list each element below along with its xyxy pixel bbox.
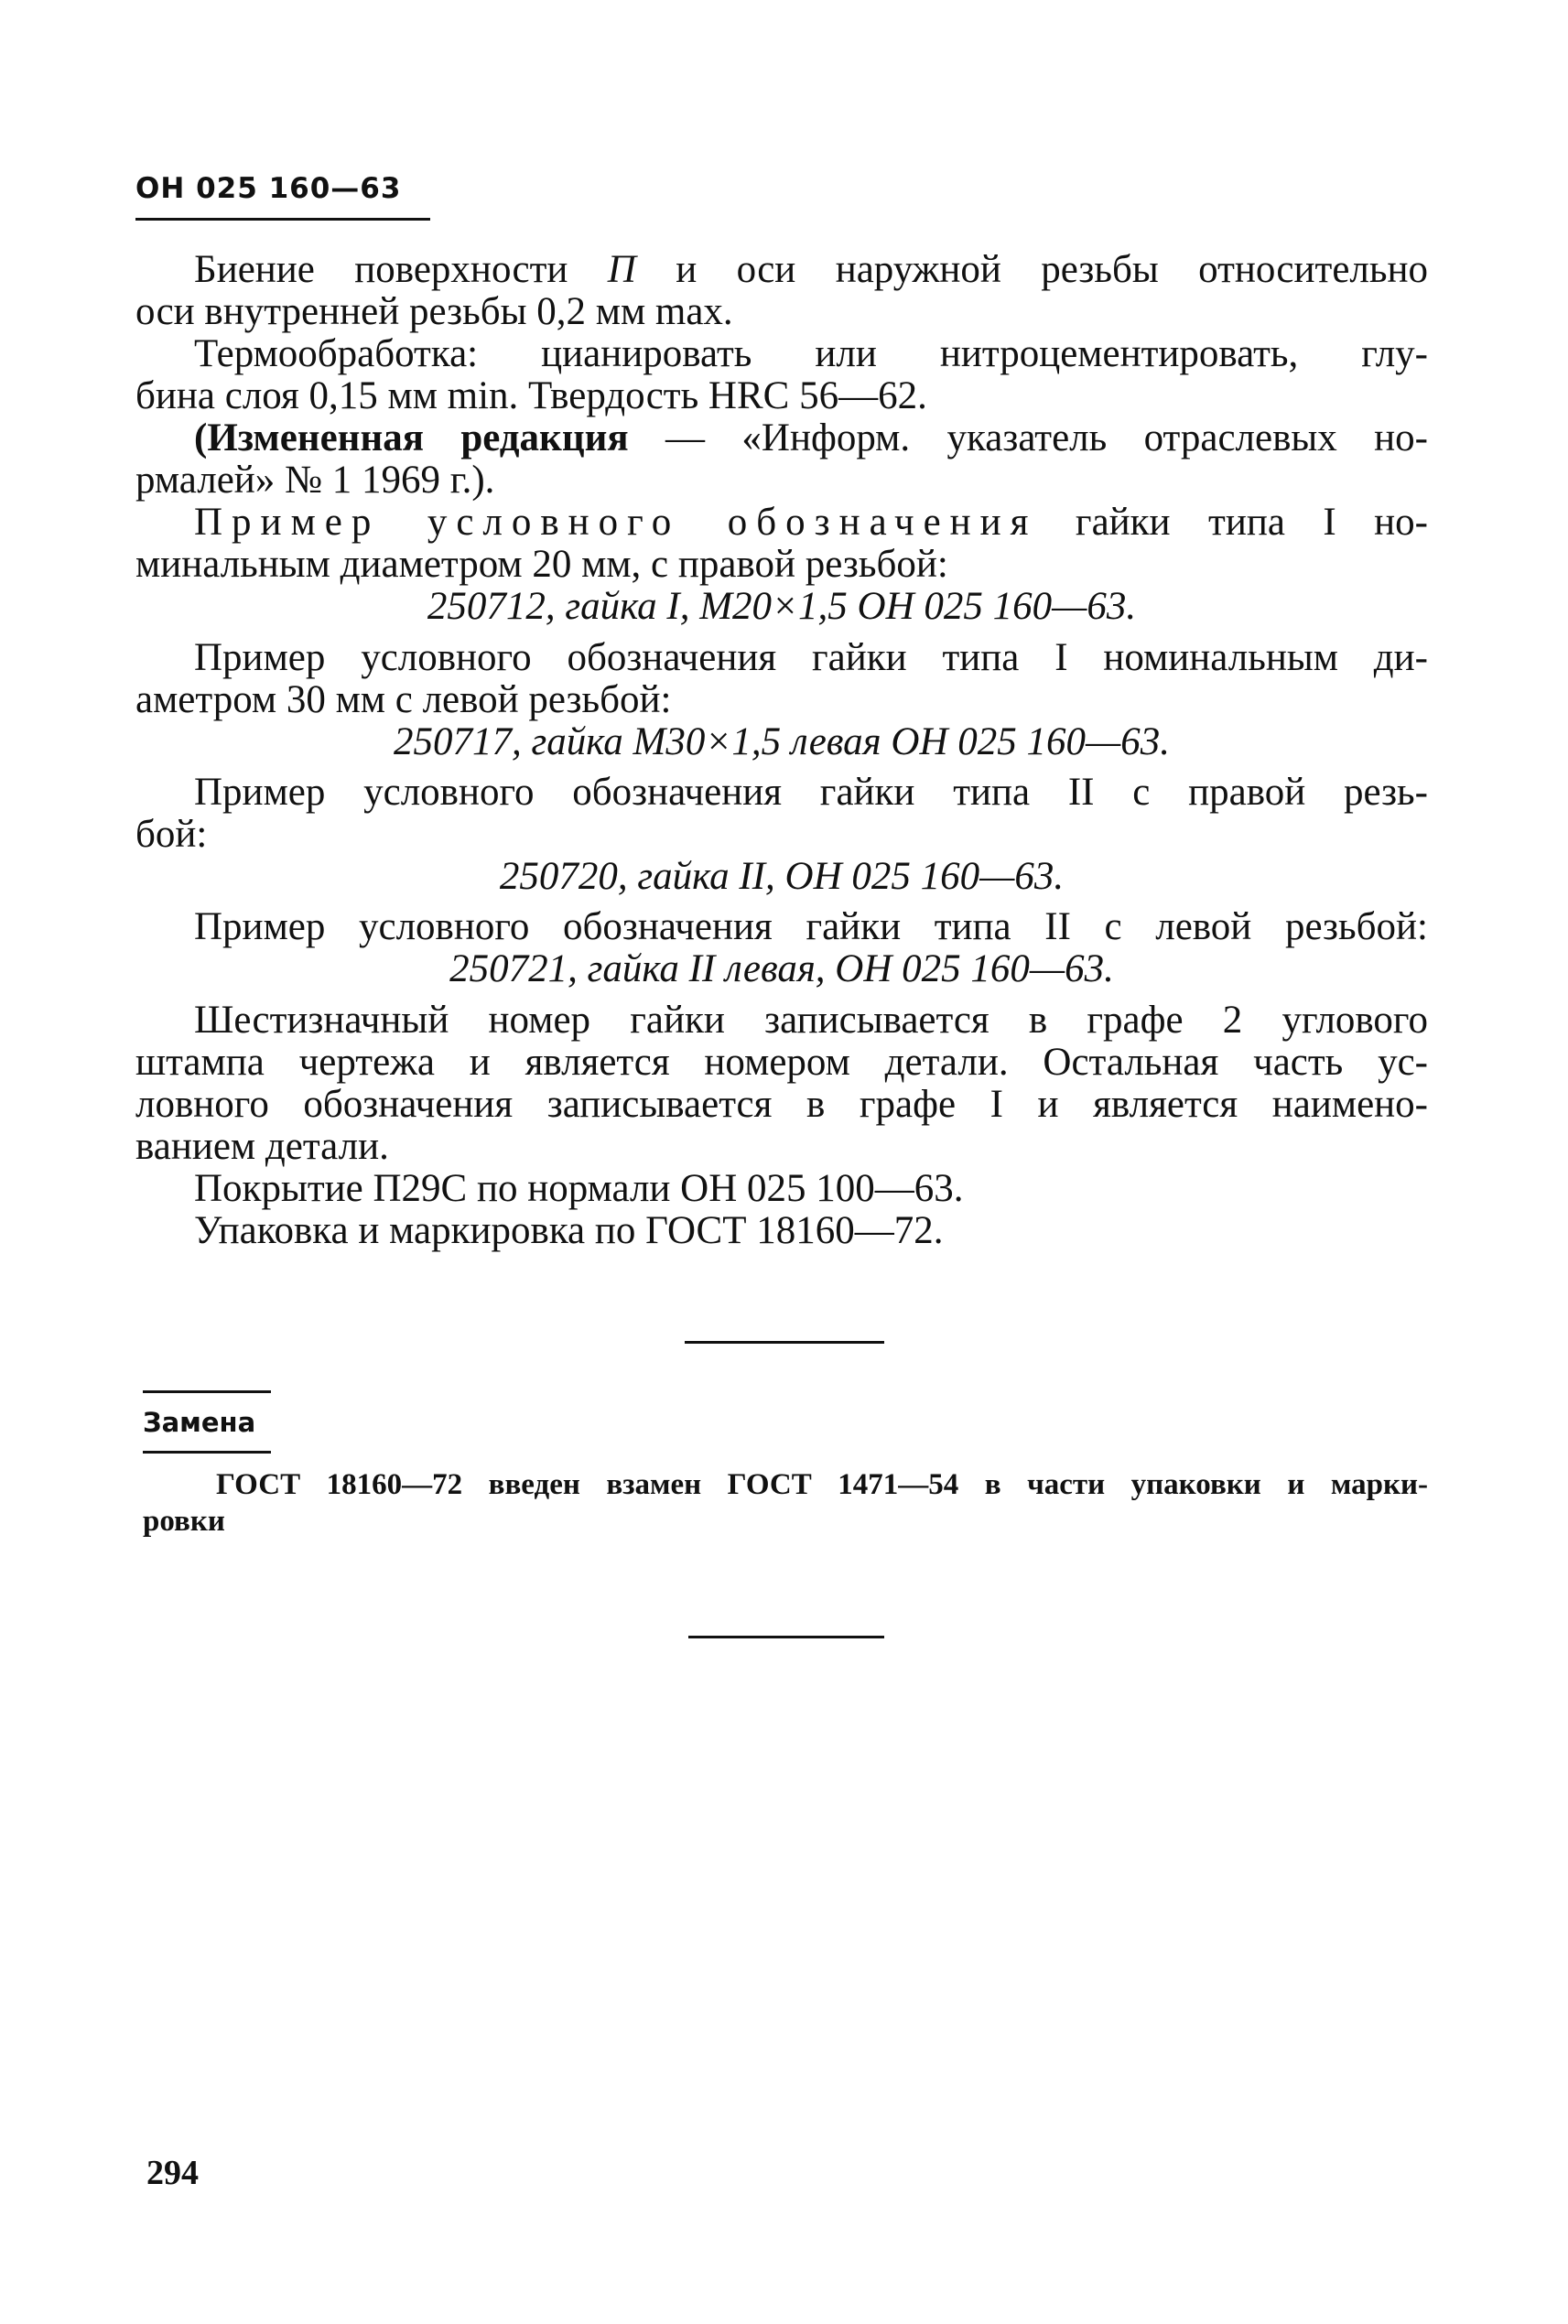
text-run: и оси наружной резьбы относительно xyxy=(635,248,1428,291)
text-run: — «Информ. указатель отраслевых но- xyxy=(628,416,1428,459)
paragraph-example-2-line-1: Пример условного обозначения гайки типа I номинальным ди- xyxy=(194,636,1428,679)
paragraph-example-1-line-2: минальным диаметром 20 мм, с правой резьбой: xyxy=(135,543,948,586)
designation-example-1: 250712, гайка I, M20×1,5 ОН 025 160—63. xyxy=(427,585,1137,628)
paragraph-heat-treatment-line-2: бина слоя 0,15 мм min. Твердость HRC 56—62. xyxy=(135,374,927,417)
surface-letter: П xyxy=(607,248,636,291)
paragraph-example-2-line-2: аметром 30 мм с левой резьбой: xyxy=(135,678,672,721)
designation-example-3: 250720, гайка II, ОН 025 160—63. xyxy=(499,855,1065,898)
paragraph-number-line-4: ванием детали. xyxy=(135,1125,389,1168)
document-code-header: ОН 025 160—63 xyxy=(135,172,402,205)
paragraph-number-line-2: штампа чертежа и является номером детали. Остальная часть ус- xyxy=(135,1041,1428,1084)
paragraph-revision-line-1 xyxy=(194,417,1428,459)
replacement-title: Замена xyxy=(143,1407,256,1438)
replacement-rule-bottom xyxy=(143,1451,271,1454)
paragraph-packaging: Упаковка и маркировка по ГОСТ 18160—72. xyxy=(194,1209,944,1252)
text-run: Биение поверхности xyxy=(194,248,608,291)
replacement-note-line-1: ГОСТ 18160—72 введен взамен ГОСТ 1471—54 в части упаковки и марки- xyxy=(216,1468,1428,1501)
paragraph-number-line-1: Шестизначный номер гайки записывается в графе 2 углового xyxy=(194,999,1428,1042)
paragraph-runout-line-2: оси внутренней резьбы 0,2 мм max. xyxy=(135,290,733,333)
revision-label: (Измененная редакция xyxy=(194,416,629,459)
page-number: 294 xyxy=(146,2154,199,2192)
paragraph-runout-line-1 xyxy=(194,249,1428,291)
section-divider-2 xyxy=(688,1636,884,1638)
section-divider-1 xyxy=(685,1341,884,1344)
text-run: гайки типа I но- xyxy=(1037,501,1428,544)
designation-example-2: 250717, гайка M30×1,5 левая ОН 025 160—63. xyxy=(393,720,1170,763)
paragraph-example-3-line-2: бой: xyxy=(135,813,208,856)
paragraph-number-line-3: ловного обозначения записывается в графе I и является наимено- xyxy=(135,1083,1428,1126)
designation-example-4: 250721, гайка II левая, ОН 025 160—63. xyxy=(449,947,1114,990)
paragraph-heat-treatment-line-1: Термообработка: цианировать или нитроцементировать, глу- xyxy=(194,332,1428,375)
spaced-heading: Пример условного обозначения xyxy=(194,501,1038,544)
paragraph-example-1-line-1 xyxy=(194,502,1428,544)
paragraph-example-4-line-1: Пример условного обозначения гайки типа II с левой резьбой: xyxy=(194,905,1428,948)
paragraph-revision-line-2: рмалей» № 1 1969 г.). xyxy=(135,459,495,502)
replacement-note-line-2: ровки xyxy=(143,1505,225,1538)
header-underline xyxy=(135,218,430,221)
paragraph-example-3-line-1: Пример условного обозначения гайки типа II с правой резь- xyxy=(194,771,1428,814)
replacement-rule-top xyxy=(143,1390,271,1393)
paragraph-coating: Покрытие П29С по нормали ОН 025 100—63. xyxy=(194,1167,964,1210)
